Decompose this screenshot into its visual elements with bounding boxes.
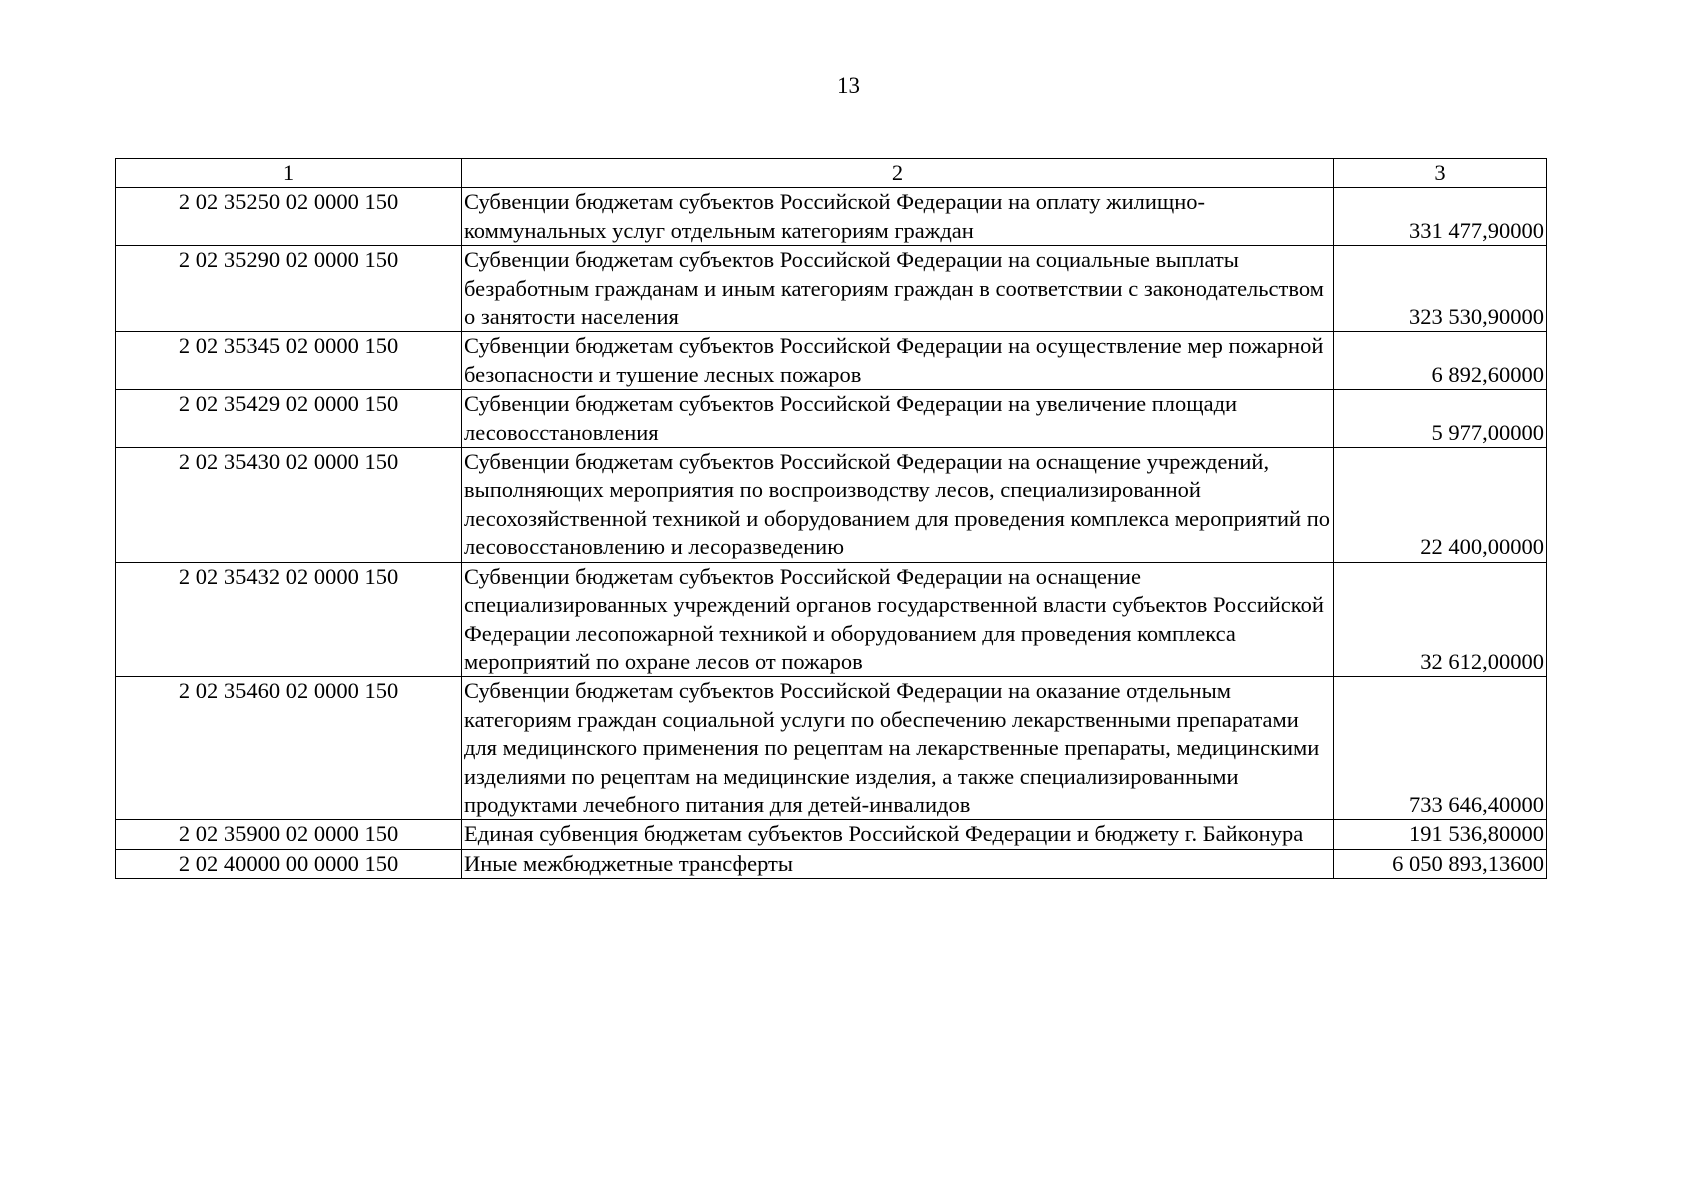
table-row <box>116 332 1547 390</box>
row-description: Субвенции бюджетам субъектов Российской Федерации на увеличение площади лесовосстановления <box>462 390 1334 448</box>
row-description: Субвенции бюджетам субъектов Российской Федерации на оснащение учреждений, выполняющих мероприятия по воспроизводству лесов, специализированной лесохозяйственной техникой и оборудованием для проведения комплекса мероприятий по лесовосстановлению и лесоразведению <box>462 448 1334 563</box>
row-code: 2 02 35250 02 0000 150 <box>116 188 462 246</box>
row-code: 2 02 35900 02 0000 150 <box>116 820 462 849</box>
row-amount: 191 536,80000 <box>1334 820 1547 849</box>
row-code: 2 02 35460 02 0000 150 <box>116 677 462 820</box>
row-code: 2 02 35345 02 0000 150 <box>116 332 462 390</box>
column-header-description: 2 <box>462 159 1334 188</box>
row-description: Субвенции бюджетам субъектов Российской Федерации на оснащение специализированных учреждений органов государственной власти субъектов Российской Федерации лесопожарной техникой и оборудованием для проведения комплекса мероприятий по охране лесов от пожаров <box>462 562 1334 677</box>
table-row <box>116 562 1547 677</box>
row-description: Иные межбюджетные трансферты <box>462 849 1334 878</box>
row-amount: 733 646,40000 <box>1334 677 1547 820</box>
table-row <box>116 390 1547 448</box>
column-header-amount: 3 <box>1334 159 1547 188</box>
row-amount: 6 050 893,13600 <box>1334 849 1547 878</box>
row-code: 2 02 40000 00 0000 150 <box>116 849 462 878</box>
row-description: Субвенции бюджетам субъектов Российской Федерации на социальные выплаты безработным гражданам и иным категориям граждан в соответствии с законодательством о занятости населения <box>462 246 1334 332</box>
row-code: 2 02 35429 02 0000 150 <box>116 390 462 448</box>
budget-table <box>115 158 1547 879</box>
row-code: 2 02 35290 02 0000 150 <box>116 246 462 332</box>
row-code: 2 02 35430 02 0000 150 <box>116 448 462 563</box>
row-description: Субвенции бюджетам субъектов Российской Федерации на осуществление мер пожарной безопасности и тушение лесных пожаров <box>462 332 1334 390</box>
column-header-code: 1 <box>116 159 462 188</box>
row-amount: 22 400,00000 <box>1334 448 1547 563</box>
row-description: Субвенции бюджетам субъектов Российской Федерации на оказание отдельным категориям граждан социальной услуги по обеспечению лекарственными препаратами для медицинского применения по рецептам на лекарственные препараты, медицинскими изделиями по рецептам на медицинские изделия, а также специализированными продуктами лечебного питания для детей-инвалидов <box>462 677 1334 820</box>
row-amount: 6 892,60000 <box>1334 332 1547 390</box>
row-description: Единая субвенция бюджетам субъектов Российской Федерации и бюджету г. Байконура <box>462 820 1334 849</box>
table-header-row <box>116 159 1547 188</box>
row-code: 2 02 35432 02 0000 150 <box>116 562 462 677</box>
table-row <box>116 246 1547 332</box>
table-row <box>116 677 1547 820</box>
table-row <box>116 448 1547 563</box>
row-amount: 331 477,90000 <box>1334 188 1547 246</box>
page-number: 13 <box>837 73 860 98</box>
table-row <box>116 188 1547 246</box>
table-row <box>116 849 1547 878</box>
row-amount: 5 977,00000 <box>1334 390 1547 448</box>
row-description: Субвенции бюджетам субъектов Российской Федерации на оплату жилищно-коммунальных услуг отдельным категориям граждан <box>462 188 1334 246</box>
row-amount: 323 530,90000 <box>1334 246 1547 332</box>
table-row <box>116 820 1547 849</box>
row-amount: 32 612,00000 <box>1334 562 1547 677</box>
